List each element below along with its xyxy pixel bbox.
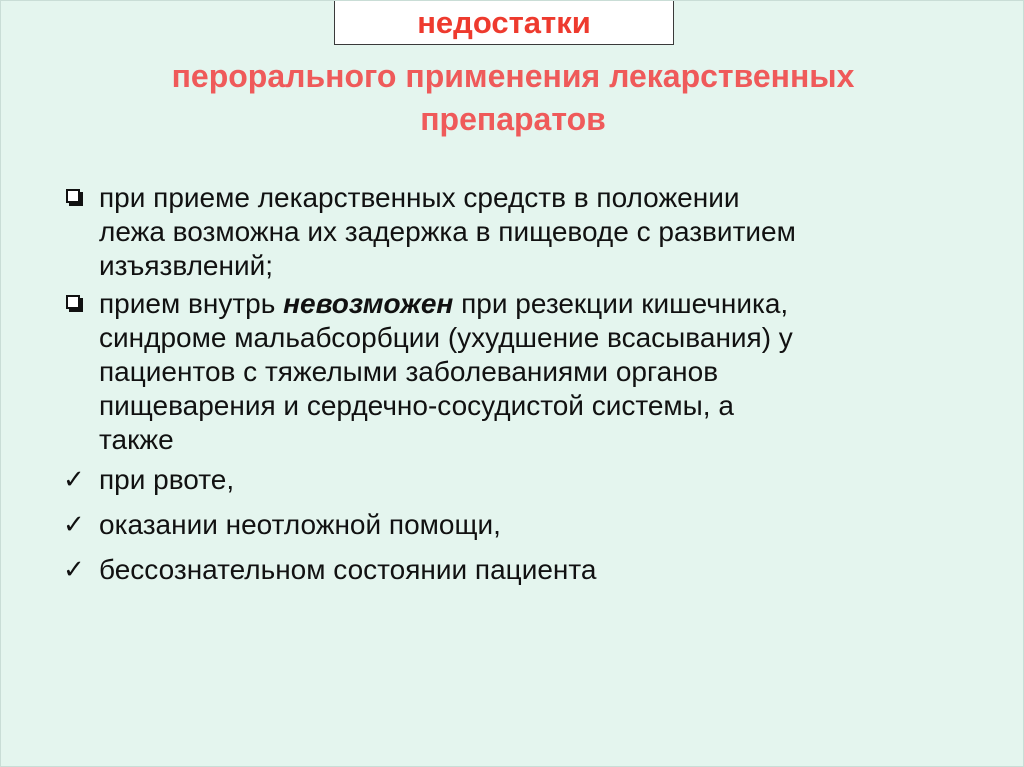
item-line: лежа возможна их задержка в пищеводе с развитием bbox=[99, 216, 796, 247]
list-item-emergency bbox=[63, 508, 983, 542]
bullet-list bbox=[63, 181, 983, 598]
list-item-oral-impossible bbox=[63, 287, 983, 457]
check-mark-icon: ✓ bbox=[63, 464, 85, 494]
item-line: синдроме мальабсорбции (ухудшение всасывания) у bbox=[99, 322, 793, 353]
slide-title: недостатки bbox=[417, 5, 591, 40]
item-line: при приеме лекарственных средств в положении bbox=[99, 182, 740, 213]
item-text: прием внутрь bbox=[99, 288, 284, 319]
emphasized-word: невозможен bbox=[283, 288, 454, 319]
check-mark-icon: ✓ bbox=[63, 509, 85, 539]
subtitle-line-2: препаратов bbox=[420, 101, 606, 137]
square-bullet-icon bbox=[66, 295, 80, 309]
item-line: пациентов с тяжелыми заболеваниями органов bbox=[99, 356, 719, 387]
slide-subtitle bbox=[41, 55, 985, 141]
list-item-unconscious bbox=[63, 553, 983, 587]
item-line: изъязвлений; bbox=[99, 250, 274, 281]
item-text: при резекции кишечника, bbox=[453, 288, 789, 319]
item-text: бессознательном состоянии пациента bbox=[99, 554, 597, 585]
item-line bbox=[99, 287, 983, 321]
item-text: оказании неотложной помощи, bbox=[99, 509, 501, 540]
check-mark-icon: ✓ bbox=[63, 554, 85, 584]
item-text: при рвоте, bbox=[99, 464, 235, 495]
list-item-supine-intake bbox=[63, 181, 983, 283]
item-line: также bbox=[99, 424, 174, 455]
title-box bbox=[334, 1, 674, 45]
list-item-vomiting bbox=[63, 463, 983, 497]
item-line: пищеварения и сердечно-сосудистой системы, а bbox=[99, 390, 734, 421]
square-bullet-icon bbox=[66, 189, 80, 203]
subtitle-line-1: перорального применения лекарственных bbox=[171, 58, 855, 94]
